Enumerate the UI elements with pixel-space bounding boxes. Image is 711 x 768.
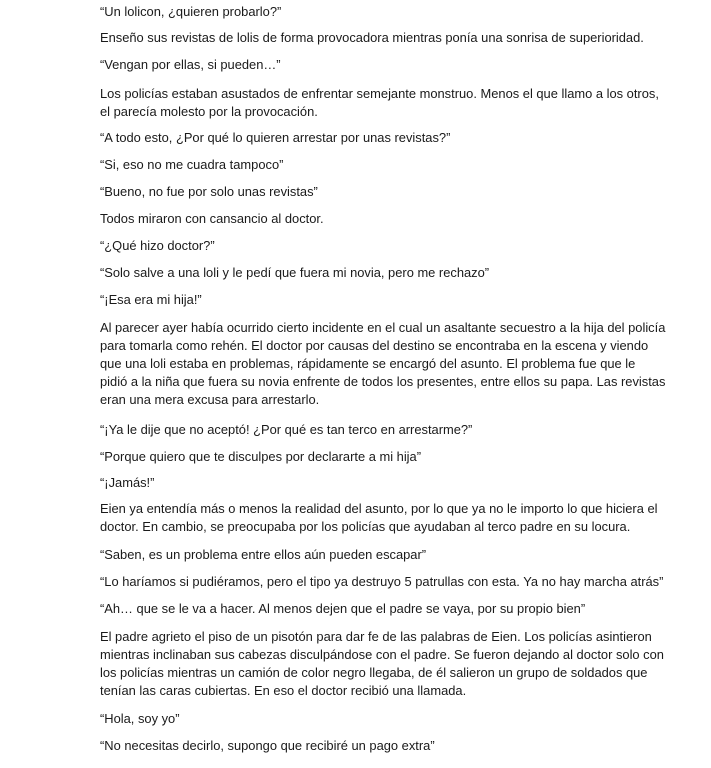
text-line: que una loli estaba en problemas, rápidamente se encargó del asunto. El problema fue que le xyxy=(100,356,636,371)
text-line: Enseño sus revistas de lolis de forma provocadora mientras ponía una sonrisa de superioridad. xyxy=(100,30,644,45)
text-line: “Hola, soy yo” xyxy=(100,711,180,726)
text-line: “¡Ya le dije que no aceptó! ¿Por qué es tan terco en arrestarme?” xyxy=(100,422,473,437)
paragraph xyxy=(100,421,472,439)
text-line: pidió a la niña que fuera su novia enfrente de todos los presentes, entre ellos su papa. Las revistas xyxy=(100,374,666,389)
paragraph xyxy=(100,628,664,700)
text-line: “A todo esto, ¿Por qué lo quieren arrestar por unas revistas?” xyxy=(100,130,451,145)
text-line: “Vengan por ellas, si pueden…” xyxy=(100,57,281,72)
text-line: Los policías estaban asustados de enfrentar semejante monstruo. Menos el que llamo a los otros, xyxy=(100,86,659,101)
text-line: “Si, eso no me cuadra tampoco” xyxy=(100,157,284,172)
text-line: “¡Jamás!” xyxy=(100,475,155,490)
paragraph xyxy=(100,474,154,492)
paragraph xyxy=(100,291,202,309)
paragraph xyxy=(100,500,658,536)
paragraph xyxy=(100,319,665,409)
text-line: tenían las caras cubiertas. En eso el doctor recibió una llamada. xyxy=(100,683,467,698)
text-line: “Porque quiero que te disculpes por declararte a mi hija” xyxy=(100,449,422,464)
text-line: “No necesitas decirlo, supongo que recibiré un pago extra” xyxy=(100,738,435,753)
paragraph xyxy=(100,573,663,591)
paragraph xyxy=(100,156,283,174)
text-line: “Saben, es un problema entre ellos aún pueden escapar” xyxy=(100,547,427,562)
paragraph xyxy=(100,85,659,121)
paragraph xyxy=(100,29,644,47)
paragraph xyxy=(100,737,435,755)
paragraph xyxy=(100,56,281,74)
text-line: “Un lolicon, ¿quieren probarlo?” xyxy=(100,4,282,19)
paragraph xyxy=(100,710,180,728)
text-line: Todos miraron con cansancio al doctor. xyxy=(100,211,324,226)
text-line: eran una mera excusa para arrestarlo. xyxy=(100,392,320,407)
text-line: “¡Esa era mi hija!” xyxy=(100,292,202,307)
text-line: el parecía molesto por la provocación. xyxy=(100,104,318,119)
paragraph xyxy=(100,183,318,201)
paragraph xyxy=(100,129,450,147)
text-line: El padre agrieto el piso de un pisotón para dar fe de las palabras de Eien. Los policías asintieron xyxy=(100,629,652,644)
paragraph xyxy=(100,237,215,255)
paragraph xyxy=(100,3,281,21)
text-line: “¿Qué hizo doctor?” xyxy=(100,238,215,253)
text-line: “Ah… que se le va a hacer. Al menos dejen que el padre se vaya, por su propio bien” xyxy=(100,601,586,616)
text-line: para tomarla como rehén. El doctor por causas del destino se encontraba en la escena y viendo xyxy=(100,338,649,353)
paragraph xyxy=(100,210,324,228)
text-line: doctor. En cambio, se preocupaba por los policías que ayudaban al terco padre en su locura. xyxy=(100,519,631,534)
paragraph xyxy=(100,264,489,282)
paragraph xyxy=(100,546,426,564)
paragraph xyxy=(100,600,585,618)
paragraph xyxy=(100,448,421,466)
text-line: “Bueno, no fue por solo unas revistas” xyxy=(100,184,318,199)
text-line: “Lo haríamos si pudiéramos, pero el tipo ya destruyo 5 patrullas con esta. Ya no hay marcha atrás” xyxy=(100,574,664,589)
text-line: mientras inclinaban sus cabezas disculpándose con el padre. Se fueron dejando al doctor solo con xyxy=(100,647,664,662)
text-line: Al parecer ayer había ocurrido cierto incidente en el cual un asaltante secuestro a la hija del policía xyxy=(100,320,666,335)
text-line: “Solo salve a una loli y le pedí que fuera mi novia, pero me rechazo” xyxy=(100,265,490,280)
text-line: Eien ya entendía más o menos la realidad del asunto, por lo que ya no le importo lo que hiciera el xyxy=(100,501,658,516)
text-line: los policías mientras un camión de color negro llegaba, de él salieron un grupo de soldados que xyxy=(100,665,648,680)
